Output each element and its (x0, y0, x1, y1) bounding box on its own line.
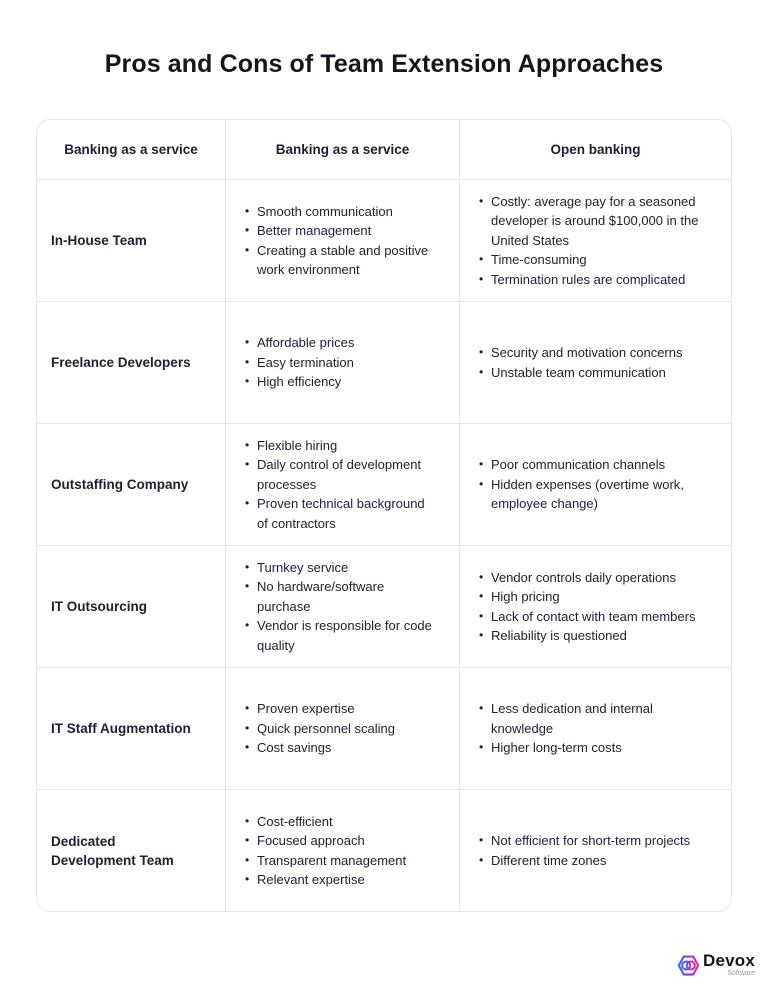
list-item: • Affordable prices (244, 333, 354, 353)
cons-list (478, 699, 714, 758)
cons-cell (460, 790, 731, 911)
pros-cell (226, 180, 460, 301)
table-row-dedicated-development-team (37, 789, 731, 911)
pros-cell (226, 302, 460, 423)
cons-cell (460, 424, 731, 545)
row-label: Outstaffing Company (37, 424, 226, 545)
pros-cell (226, 790, 460, 911)
pros-cell (226, 668, 460, 789)
list-item: • Quick personnel scaling (244, 719, 395, 739)
cons-list (478, 455, 714, 514)
row-label: In-House Team (37, 180, 226, 301)
cons-cell (460, 668, 731, 789)
column-header-1: Banking as a service (37, 120, 226, 179)
pros-cons-table (36, 119, 732, 912)
table-header-row (37, 120, 731, 179)
pros-cell (226, 546, 460, 667)
list-item: • Reliability is questioned (478, 626, 695, 646)
list-item: • Relevant expertise (244, 870, 406, 890)
table-row-it-outsourcing (37, 545, 731, 667)
pros-list (244, 333, 354, 392)
cons-list (478, 568, 695, 646)
pros-list (244, 558, 432, 656)
pros-list (244, 812, 406, 890)
cons-list (478, 831, 690, 870)
table-row-in-house-team (37, 179, 731, 301)
brand-text (703, 952, 755, 978)
table-row-outstaffing-company (37, 423, 731, 545)
row-label: Dedicated Development Team (37, 790, 226, 911)
brand-subtitle: Software (727, 970, 755, 977)
list-item: • Security and motivation concerns (478, 343, 682, 363)
table-row-freelance-developers (37, 301, 731, 423)
cons-list (478, 343, 682, 382)
pros-list (244, 202, 432, 280)
list-item: • Turnkey service (244, 558, 432, 578)
column-header-2: Banking as a service (226, 120, 460, 179)
list-item: • Transparent management (244, 851, 406, 871)
footer-brand (677, 952, 755, 978)
list-item: • Costly: average pay for a seasoned developer is around $100,000 in the United States (478, 192, 714, 251)
list-item: • Daily control of development processes (244, 455, 432, 494)
column-header-3: Open banking (550, 142, 641, 157)
page-title: Pros and Cons of Team Extension Approaches (104, 50, 664, 78)
list-item: • Vendor controls daily operations (478, 568, 695, 588)
list-item: • Termination rules are complicated (478, 270, 714, 290)
list-item: • Higher long-term costs (478, 738, 714, 758)
list-item: • Different time zones (478, 851, 690, 871)
list-item: • Cost-efficient (244, 812, 406, 832)
row-label: Freelance Developers (37, 302, 226, 423)
list-item: • High efficiency (244, 372, 354, 392)
list-item: • Unstable team communication (478, 363, 682, 383)
list-item: • Easy termination (244, 353, 354, 373)
table-row-it-staff-augmentation (37, 667, 731, 789)
devox-logo-icon (677, 954, 700, 977)
list-item: • Vendor is responsible for code quality (244, 616, 432, 655)
cons-list (478, 192, 714, 290)
list-item: • Better management (244, 221, 432, 241)
list-item: • No hardware/software purchase (244, 577, 432, 616)
list-item: • Proven expertise (244, 699, 395, 719)
list-item: • Focused approach (244, 831, 406, 851)
list-item: • Creating a stable and positive work environment (244, 241, 432, 280)
brand-name: Devox (702, 951, 755, 970)
pros-cell (226, 424, 460, 545)
cons-cell (460, 546, 731, 667)
list-item: • Cost savings (244, 738, 395, 758)
list-item: • Less dedication and internal knowledge (478, 699, 714, 738)
cons-cell (460, 302, 731, 423)
list-item: • Not efficient for short-term projects (478, 831, 690, 851)
list-item: • Smooth communication (244, 202, 432, 222)
list-item: • Hidden expenses (overtime work, employee change) (478, 475, 714, 514)
list-item: • Lack of contact with team members (478, 607, 695, 627)
list-item: • Poor communication channels (478, 455, 714, 475)
cons-cell (460, 180, 731, 301)
list-item: • Flexible hiring (244, 436, 432, 456)
row-label: IT Outsourcing (37, 546, 226, 667)
pros-list (244, 699, 395, 758)
list-item: • High pricing (478, 587, 695, 607)
pros-list (244, 436, 432, 534)
list-item: • Time-consuming (478, 250, 714, 270)
list-item: • Proven technical background of contractors (244, 494, 432, 533)
row-label: IT Staff Augmentation (37, 668, 226, 789)
